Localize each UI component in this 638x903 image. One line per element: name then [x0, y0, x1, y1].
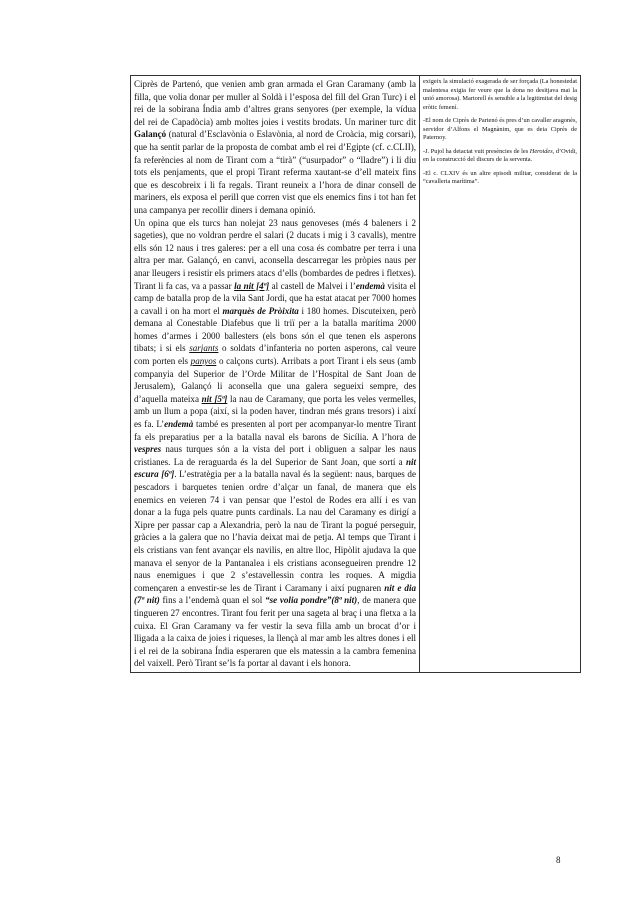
- summary-paragraph-1: Ciprès de Partenó, que venien amb gran armada el Gran Caramany (amb la filla, que volia donar per muller al Soldà i l’esposa del fill del Gran Turc) i el rei de la sobirana Índia amb d’altres grans senyores (per exemple, la vídua del rei de Capadòcia) amb moltes joies i vestits brodats. Un mariner turc dit Galançó (natural d’Esclavònia o Eslavònia, al nord de Croàcia, mig corsari), que ha sentit parlar de la proposta de combat amb el rei d’Egipte (cf. c.CLII), fa referències al nom de Tirant com a “tirà” (“usurpador” o “lladre”) i li diu tots els penjaments, que el propi Tirant referma xautant-se d’ell mateix fins que es descobreix i li fa regals. Tirant reuneix a l’hora de dinar consell de mariners, els exposa el perill que corren vist que els enemics fins i tot han fet una campanya per recollir diners i demana opinió.: [134, 79, 416, 215]
- summary-paragraph-2: Un opina que els turcs han nolejat 23 naus genoveses (més 4 baleners i 2 sageties), que no voldran perdre el salari (2 ducats i mig i 3 cavalls), mentre ells són 12 naus i tres galeres: per a ell una cosa és combatre per terra i una altra per mar. Galançó, en canvi, aconsella descarregar les pròpies naus per anar lleugers i resistir els primers atacs d’ells (bombardes de pedres i fletxes). Tirant li fa cas, va a passar la nit [4ª] al castell de Malvei i l’endemà visita el camp de batalla prop de la vila Sant Jordi, que ha estat atacat per 7000 homes a cavall i on ha mort el marquès de Pròixita i 180 homes. Discuteixen, però demana al Conestable Diafebus que li triï per a la batalla marítima 2000 homes d’armes i 2000 ballesters (els bons són el que tenen els asperons tibats; i si els sarjants o soldats d’infanteria no porten asperons, cal veure com porten els panyos o calçons curts). Arribats a port Tirant i els seus (amb companyia del Superior de l’Orde Militar de l’Hospital de Sant Joan de Jerusalem), Galançó li aconsella que una galera segueixi sempre, des d’aquella mateixa nit [5ª] la nau de Caramany, que porta les veles vermelles, amb un llum a popa (així, si la poden haver, tindran més grans tresors) i així es fa. L’endemà també es presenten al port per acompanyar-lo mentre Tirant fa els preparatius per a la batalla naval els barons de Sicília. A l’hora de vespres naus turques són a la vista del port i obliguen a salpar les naus cristianes. La de reraguarda és la del Superior de Sant Joan, que sortí a nit escura [6ª]. L’estratègia per a la batalla naval és la següent: naus, barques de pescadors i barquetes tenien ordre d’alçar un fanal, de manera que els enemics en veieren 74 i van pensar que l’estol de Rodes era allí i es van donar a la fuga pels quatre punts cardinals. La nau del Caramany es dirigí a Xipre per passar cap a Alexandria, però la nau de Tirant la pogué perseguir, gràcies a la galera que no l’havia deixat mai de petja. Al temps que Tirant i els cristians van fent avançar els navilis, en altre lloc, Hipòlit ajudava la que manava el senyor de la Pantanalea i els cristians aconsegueiren prendre 12 naus enemigues i que 2 s’estavellessin contra les roques. A migdia començaren a envestir-se les de Tirant i Caramany i així pugnaren nit e dia (7ª nit) fins a l’endemà quan el sol “se volia pondre”(8ª nit), de manera que tingueren 27 encontres. Tirant fou ferit per una sageta al braç i una fletxa a la cuixa. El Gran Caramany va fer vestir la seva filla amb un brocat d’or i lligada a la caixa de joies i riqueses, la llençà al mar amb les altres dones i ell i el rei de la sobirana Índia esperaren que els matessin a la cambra femenina del vaixell. Però Tirant se’ls fa portar al davant i els honora.: [134, 217, 417, 669]
- page-number: 8: [556, 855, 561, 865]
- emphasis-run: endemà: [355, 280, 385, 291]
- emphasis-run: nit escura [6ª]: [134, 456, 416, 480]
- emphasis-run: nit [5ª]: [201, 393, 228, 404]
- page-table: [130, 75, 581, 673]
- emphasis-run: Heroides: [529, 147, 553, 155]
- note-2: -El nom de Ciprès de Partenó és pres d’un cavaller aragonès, servidor d’Alfons el Magnànim, que es deia Ciprès de Paternoy.: [423, 117, 577, 141]
- emphasis-run: nit e dia (7ª nit): [134, 582, 416, 606]
- emphasis-run: panyos: [190, 356, 217, 367]
- emphasis-run: endemà: [164, 419, 194, 430]
- emphasis-run: Galançó: [134, 129, 167, 140]
- emphasis-run: “se volia pondre”(8ª nit): [265, 595, 358, 606]
- table-row: [131, 76, 581, 673]
- notes-cell: [420, 76, 581, 673]
- emphasis-run: marquès de Pròixita: [222, 305, 299, 316]
- note-3: -J. Pujol ha detactat vuit presències de les Heroides, d’Ovidi, en la construcció del discurs de la serventa.: [423, 147, 578, 163]
- emphasis-run: sarjants: [189, 343, 219, 354]
- emphasis-run: vespres: [134, 444, 162, 455]
- emphasis-run: la nit [4ª]: [234, 280, 270, 291]
- main-text-cell: [131, 76, 420, 673]
- note-1: exigeix la simulació exagerada de ser forçada (La honestedat malentesa exigia fer veure que la dona no desitjava mai la unió amorosa). Martorell és sensible a la legitimitat del desig eròtic femení.: [423, 78, 577, 111]
- note-4: -El c. CLXIV és un altre episodi militar, considerat de la “cavalleria marítima”.: [423, 169, 577, 185]
